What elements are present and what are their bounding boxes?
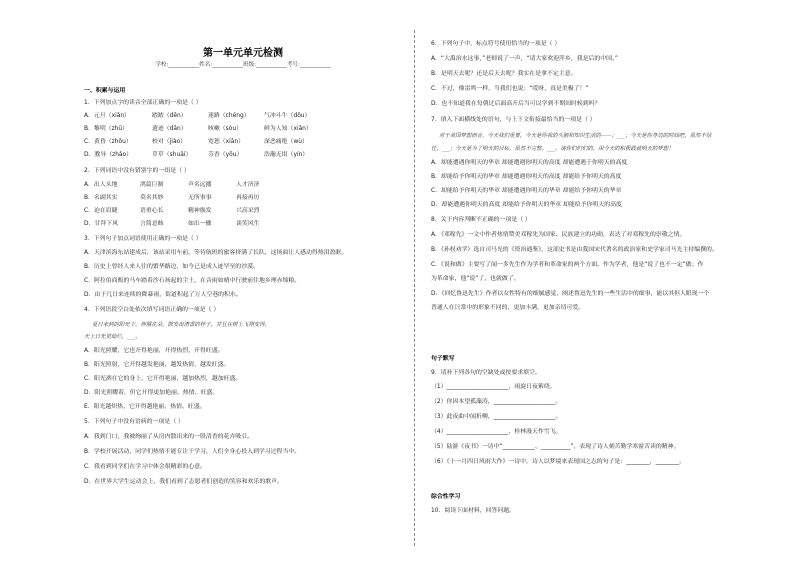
q7-passage-line-1: 对于美国梦想而言，今天我们重要，今天是你我的头脑和知识生活的——；___；今天是你身边的时间吧，虽然不信 [439,133,712,139]
q2-option-c: C．迫在眉睫 语重心长 精神焕发 兴高采烈 [84,208,260,214]
q1-option-d: D．教导（zhǎo） 草草（shuāi） 芬香（yōu） 浩瀚无垠（yín） [84,152,309,158]
left-column [78,0,408,562]
q5-option-c: C．我看到同学们在学习中体会很精彩的心意。 [84,464,206,470]
q8-option-c-line-1: C．《说和做》主要写了闻一多先生作为学者和革命家的两个方面。作为学者，他是“说了也不一定”做；作 [431,262,704,268]
q1-option-a: A．元旦（xiān） 踏踏（dēn） 迷路（chéng） 气冲斗牛（dǒu） [84,113,311,119]
question-4: 4．下列语段空白处依次填写词语正确的一项是（ ） [84,307,220,313]
question-3: 3．下列句子加点词语使用正确的一项是（ ） [84,236,202,242]
q1-option-c: C．黄昏（zhōu） 校对（jiào） 宽恕（xiān） 深恶痛绝（wù） [84,139,308,145]
q7-option-b: B．却能给予你明天的华章 却能遭遇你明天的高度 却能给予你明天的高度 [431,174,622,180]
section-heading-integrated: 综合性学习 [431,494,461,500]
q3-option-d: D．由于几日来连续的降暴雨，街道积起了万人空巷的积水。 [84,292,242,298]
q6-option-a: A．“大禹治水这事，”老师说了一声，“请大家欢迎萍乡，我是后的中国。” [431,56,619,62]
q9-item-6: （6）《十一月四日风雨大作》一诗中，诗人以梦境来表现国之志的句子是：________，________。 [431,459,686,465]
question-5: 5．下列句子中没有语病的一项是（ ） [84,419,184,425]
section-heading-dictation: 句子默写 [431,356,455,362]
q3-option-b: B．历史上曾经人来人往的繁华路边，如今已是成人迹罕至的沙漠。 [84,264,259,270]
q8-option-d-line-1: D．《回忆鲁迅先生》作者以女性特有的细腻感觉，阐述鲁迅先生的一些生活中的细事，能以其但人眼现一个 [431,291,710,297]
q2-option-d: D．甘拜下风 言简意赅 如出一辙 谈笑风生 [84,221,260,227]
question-8: 8．关于内容判断不正确的一项是（ ） [431,217,531,223]
q4-option-b: B．阳光照射，它开得越发艳丽，越发热情，越发旺盛。 [84,362,230,368]
q7-option-a: A．却能遭遇你明天的华章 却能遭遇你明天的高度 却能遭遇于你明天的高度 [431,160,628,166]
q9-item-5: （5）陆游《夜书》一诗中“___________、__________”，表现了诗人刻苦勤学寒窗苦读的精神。 [431,444,680,450]
q5-option-d: D．在世界大学生运动会上，我们看到了志愿者们创造的笑容和欢乐的歌声。 [84,479,283,485]
question-10: 10．阅读下面材料，回答问题。 [431,508,516,514]
section-heading: 一、积累与运用 [84,88,126,94]
q8-option-a: A．《邓稼先》一文中作者热情赞美邓稼先为国家、民族建立的功勋，表达了对邓稼先的崇敬之情。 [431,232,686,238]
q5-option-a: A．我到门口，我被绚丽了从房内散出来的一股清香的花卉吸引。 [84,434,253,440]
q1-option-b: B．黎明（zhū） 遗迹（dān） 咳嗽（sòu） 鲜为人知（xiǎn） [84,126,312,132]
q7-passage-line-2: 任，___；今天是为了明天的目标，虽然不完整。___。请你们们们的，用今天的积极践就明天的梦想！ [431,146,674,152]
q4-passage-line-2: 天上日光更灿烂，___。 [84,334,141,340]
q2-option-a: A．出人头地 鸿篇巨制 声名远播 人才济济 [84,182,260,188]
q2-option-b: B．名副其实 莫名其妙 无所事事 再接再厉 [84,195,260,201]
q7-option-c: C．却能给予你明天的华章 却能遭遇你明天的华章 却能给予你明天的华章 [431,188,622,194]
q9-item-2: （2）你因本望孤藻涛，_____________________。 [431,399,562,405]
q4-option-a: A．阳光照耀，它也开得艳丽，开得热烈，开得旺盛。 [84,348,224,354]
q8-option-b: B．《孙权劝学》选自司马光的《资治通鉴》，这部史书是由我国宋代著名的政治家和史学家司马光主持编撰的。 [431,247,718,253]
question-1: 1．下列加点字的读音全部正确的一项是（ ） [84,100,202,106]
question-6: 6．下列句子中，标点符号使用恰当的一项是（ ） [431,41,561,47]
q4-option-d: D．阳光照耀着，但它开得更加艳丽、热情、旺盛。 [84,390,219,396]
q7-option-d: D．却能遭遇你明天的高度 却能给予你明天的华章 却能给予你明天的高度 [431,202,622,208]
q9-item-1: （1）_____________________，雨旋日夜萦绕。 [431,384,556,390]
column-divider [414,30,415,546]
q4-passage-line-1: 夏日来到的阳光下，伸展花朵，散发出清香的样子。并且在树上飞翔变得。 [92,322,270,328]
q9-item-4: （4）_____________________，桂林漫天作雪飞。 [431,429,562,435]
q9-item-3: （3）此夜曲中闻折柳，_____________________。 [431,414,562,420]
question-7: 7．填入下面横线处的语句，与上下文衔接最恰当的一项是（ ） [431,117,596,123]
q6-option-b: B．是明天去呢？还是后天去呢？我实在是拿不定主意。 [431,71,577,77]
question-9: 9．请补下列各句的空缺处或按要求填空。 [431,370,541,376]
student-info-line: 学校:___________姓名:___________班级:___________考号:___________ [155,62,331,68]
q3-option-a: A．天津滨海东站建成后，该站采用车前，等待航班的旅客挤满了长队，这场面让人感动得热泪盈眶。 [84,250,348,256]
q4-option-c: C．阳光洒在它的身上，它开得艳丽，越加热烈，越加旺盛。 [84,376,242,382]
q8-option-d-line-2: 普通人在日常中的形象不同的，更加丰满，更加亲切可爱。 [431,305,585,311]
q3-option-c: C．阿拉伯商贩的马车踏着沙石扬起的尘土，在音雨如晴中行驶前往地乡理赤绵粮。 [84,278,301,284]
question-2: 2．下列词语中没有错别字的一组是（ ） [84,168,190,174]
q6-option-c: C．不过，像雷鸣一样，当我们也说：“哎呀，真是美极了！” [431,86,589,92]
q6-option-d: D．也不知道我在每朝过后面高开后当可以学到不期间时候到吗？ [431,101,601,107]
page-title: 第一单元单元检测 [203,48,283,59]
q8-option-c-line-2: 为革命家，他“说”了，也就做了。 [431,276,520,282]
q5-option-b: B．学校开展活动，同学们热情不能专注于学习，人们全身心投入到学习过程当中。 [84,449,301,455]
q4-option-e: E．阳光越炽热，它开得越艳丽、热情、旺盛。 [84,404,206,410]
right-column [425,0,760,562]
